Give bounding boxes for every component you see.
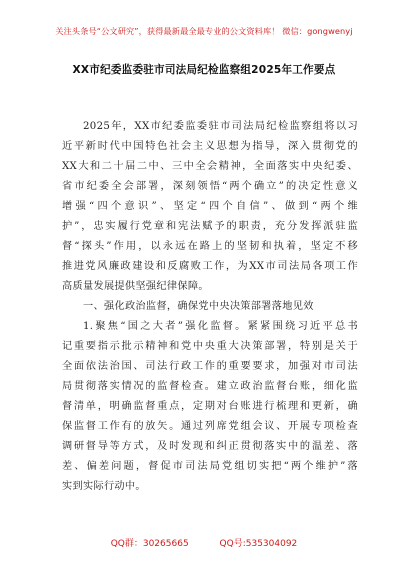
body-line: 高质量发展提供坚强纪律保障。 [62, 281, 209, 292]
body-line: 增强“四个意识”、坚定“四个自信”、做到“两个维 [62, 201, 358, 212]
body-line: 全面依法治国、司法行政工作的重要要求，加强对市司法 [62, 361, 358, 372]
body-line: 1.聚焦“国之大者”强化监督。紧紧围绕习近平总书 [83, 321, 358, 332]
footer-qq-number: QQ号:535304092 [219, 539, 298, 549]
body-line: 2025年，XX市纪委监委驻市司法局纪检监察组将以习 [83, 121, 358, 132]
body-line: 省市纪委全会部署，深刻领悟“两个确立”的决定性意义 [62, 181, 358, 192]
body-line: 记重要指示批示精神和党中央重大决策部署，特别是关于 [62, 341, 358, 352]
body-line: 局贯彻落实情况的监督检查。建立政治监督台账，细化监 [62, 381, 358, 392]
section-heading: 一、强化政治监督，确保党中央决策部署落地见效 [83, 301, 314, 312]
body-line: 督清单，明确监督重点，定期对台账进行梳理和更新，确 [62, 401, 358, 412]
footer-qq-group: QQ群：30265665 [110, 539, 189, 549]
header-promo-note: 关注头条号“公文研究”，获得最新最全最专业的公文资料库！ 微信：gongwenyj [55, 26, 353, 36]
body-line: 调研督导等方式，及时发现和纠正贯彻落实中的温差、落 [62, 441, 358, 452]
body-line: 实到实际行动中。 [62, 481, 146, 492]
document-title: XX市纪委监委驻市司法局纪检监察组2025年工作要点 [72, 64, 336, 76]
body-line: 督“探头”作用，以永远在路上的坚韧和执着，坚定不移 [62, 241, 358, 252]
body-line: XX大和二十届二中、三中全会精神，全面落实中央纪委、 [62, 161, 358, 172]
body-line: 推进党风廉政建设和反腐败工作，为XX市司法局各项工作 [62, 261, 358, 272]
body-line: 护”，忠实履行党章和宪法赋予的职责，充分发挥派驻监 [62, 221, 358, 232]
body-line: 保监督工作有的放矢。通过列席党组会议、开展专项检查 [62, 421, 358, 432]
body-line: 近平新时代中国特色社会主义思想为指导，深入贯彻党的 [62, 141, 358, 152]
body-line: 差、偏差问题，督促市司法局党组切实把“两个维护”落 [62, 461, 358, 472]
footer-contact [0, 536, 408, 549]
